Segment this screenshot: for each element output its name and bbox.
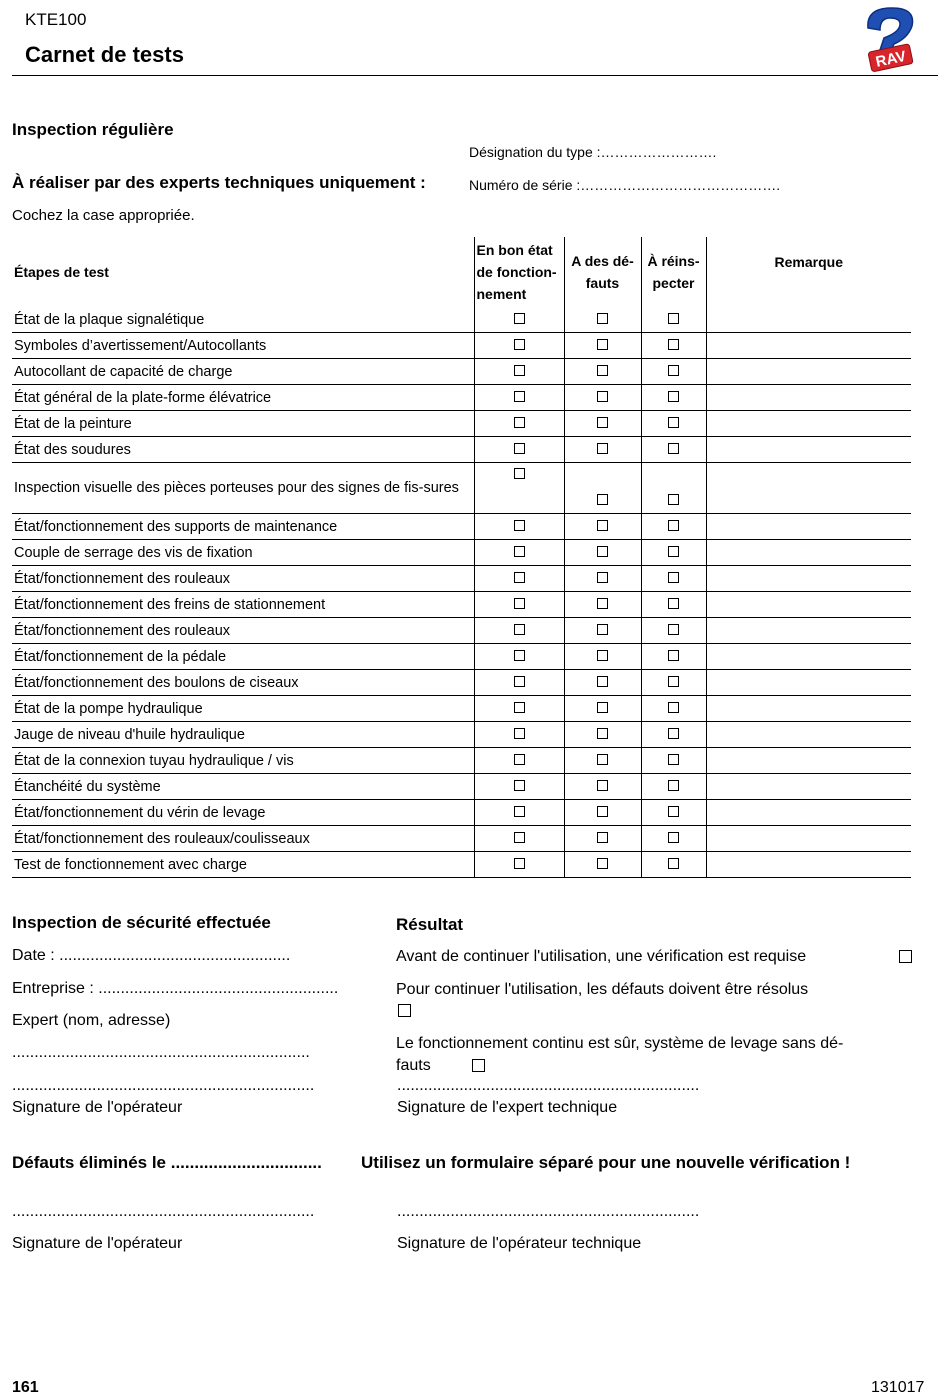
checkbox-cell-defects (564, 463, 641, 514)
test-step-label: État/fonctionnement du vérin de levage (12, 800, 474, 826)
result-checkbox-safe[interactable] (472, 1059, 485, 1072)
tick-instruction: Cochez la case appropriée. (12, 207, 195, 224)
checkbox-defects[interactable] (597, 417, 608, 428)
checkbox-cell-reinspect (641, 592, 706, 618)
checkbox-defects[interactable] (597, 391, 608, 402)
table-row (12, 307, 911, 333)
column-header-remark: Remarque (774, 254, 843, 270)
checkbox-cell-good (474, 800, 564, 826)
checkbox-defects[interactable] (597, 572, 608, 583)
table-row (12, 774, 911, 800)
checkbox-cell-reinspect (641, 333, 706, 359)
test-step-label: Étanchéité du système (12, 774, 474, 800)
test-step-label: État/fonctionnement des freins de stationnement (12, 592, 474, 618)
type-designation-field: Désignation du type :……………………. (469, 144, 717, 160)
table-row (12, 514, 911, 540)
checkbox-cell-good (474, 540, 564, 566)
test-step-label: État de la plaque signalétique (12, 307, 474, 333)
checkbox-cell-defects (564, 540, 641, 566)
result-checkbox-verification-required[interactable] (899, 950, 912, 963)
experts-only-notice: À réaliser par des experts techniques uniquement : (12, 173, 426, 192)
test-step-label: Autocollant de capacité de charge (12, 359, 474, 385)
checkbox-reinspect[interactable] (668, 391, 679, 402)
checkbox-good[interactable] (514, 650, 525, 661)
checkbox-cell-reinspect (641, 852, 706, 878)
table-row (12, 670, 911, 696)
expert-address-line-1: ................................................................... (12, 1044, 310, 1061)
checkbox-defects[interactable] (597, 754, 608, 765)
remark-cell[interactable] (706, 852, 911, 878)
checkbox-reinspect[interactable] (668, 650, 679, 661)
checkbox-reinspect[interactable] (668, 832, 679, 843)
checkbox-reinspect[interactable] (668, 417, 679, 428)
checkbox-cell-good (474, 748, 564, 774)
checkbox-cell-good (474, 774, 564, 800)
checkbox-defects[interactable] (597, 806, 608, 817)
checkbox-good[interactable] (514, 728, 525, 739)
checkbox-cell-reinspect (641, 463, 706, 514)
test-step-label: État/fonctionnement de la pédale (12, 644, 474, 670)
checkbox-cell-reinspect (641, 800, 706, 826)
checkbox-cell-good (474, 826, 564, 852)
remark-cell[interactable] (706, 463, 911, 514)
table-row (12, 722, 911, 748)
company-field: Entreprise : ...................................................... (12, 980, 339, 997)
checkbox-cell-defects (564, 670, 641, 696)
table-row (12, 385, 911, 411)
checkbox-reinspect[interactable] (668, 443, 679, 454)
checkbox-cell-defects (564, 644, 641, 670)
table-row (12, 748, 911, 774)
table-row (12, 696, 911, 722)
checkbox-cell-reinspect (641, 566, 706, 592)
test-step-label: État de la peinture (12, 411, 474, 437)
checkbox-good[interactable] (514, 365, 525, 376)
checkbox-reinspect[interactable] (668, 494, 679, 505)
checkbox-cell-good (474, 385, 564, 411)
table-row (12, 566, 911, 592)
table-row (12, 852, 911, 878)
logo-text: RAV (874, 47, 908, 71)
checkbox-defects[interactable] (597, 598, 608, 609)
table-row (12, 800, 911, 826)
operator-signature-label-2: Signature de l'opérateur (12, 1235, 183, 1252)
column-header-good: En bon état de fonction- nement (474, 237, 564, 307)
checkbox-good[interactable] (514, 832, 525, 843)
test-step-label: État des soudures (12, 437, 474, 463)
table-row (12, 359, 911, 385)
table-row (12, 592, 911, 618)
column-header-reinspect: À réins- pecter (641, 237, 706, 307)
checkbox-defects[interactable] (597, 650, 608, 661)
checkbox-cell-reinspect (641, 411, 706, 437)
checkbox-cell-reinspect (641, 826, 706, 852)
checkbox-good[interactable] (514, 858, 525, 869)
checkbox-cell-defects (564, 307, 641, 333)
table-row (12, 437, 911, 463)
checkbox-good[interactable] (514, 391, 525, 402)
checkbox-defects[interactable] (597, 443, 608, 454)
table-row (12, 644, 911, 670)
checkbox-good[interactable] (514, 624, 525, 635)
document-code: 131017 (871, 1379, 925, 1396)
remark-cell[interactable] (706, 670, 911, 696)
checkbox-cell-defects (564, 592, 641, 618)
checkbox-reinspect[interactable] (668, 520, 679, 531)
remark-cell[interactable] (706, 411, 911, 437)
checkbox-cell-defects (564, 774, 641, 800)
checkbox-reinspect[interactable] (668, 806, 679, 817)
checkbox-defects[interactable] (597, 728, 608, 739)
checkbox-good[interactable] (514, 313, 525, 324)
checkbox-cell-reinspect (641, 670, 706, 696)
checkbox-cell-good (474, 644, 564, 670)
remark-cell[interactable] (706, 307, 911, 333)
checkbox-good[interactable] (514, 572, 525, 583)
checkbox-defects[interactable] (597, 339, 608, 350)
table-row (12, 826, 911, 852)
new-form-notice: Utilisez un formulaire séparé pour une nouvelle vérification ! (361, 1153, 851, 1172)
result-option-safe-line-1: Le fonctionnement continu est sûr, système de levage sans dé- (396, 1035, 844, 1052)
regular-inspection-heading: Inspection régulière (12, 120, 174, 139)
checkbox-defects[interactable] (597, 365, 608, 376)
test-steps-table (12, 237, 911, 878)
column-header-defects: A des dé- fauts (564, 237, 641, 307)
checkbox-defects[interactable] (597, 313, 608, 324)
checkbox-reinspect[interactable] (668, 598, 679, 609)
remark-cell[interactable] (706, 800, 911, 826)
checkbox-good[interactable] (514, 754, 525, 765)
checkbox-cell-good (474, 566, 564, 592)
checkbox-cell-good (474, 592, 564, 618)
checkbox-reinspect[interactable] (668, 754, 679, 765)
checkbox-cell-reinspect (641, 437, 706, 463)
operator-signature-line: .................................................................... (12, 1077, 315, 1094)
checkbox-cell-good (474, 852, 564, 878)
remark-cell[interactable] (706, 774, 911, 800)
test-step-label: Inspection visuelle des pièces porteuses pour des signes de fis-sures (12, 463, 474, 514)
checkbox-cell-good (474, 437, 564, 463)
remark-cell[interactable] (706, 748, 911, 774)
remark-cell[interactable] (706, 566, 911, 592)
expert-signature-line: .................................................................... (397, 1077, 700, 1094)
technical-operator-signature-label: Signature de l'opérateur technique (397, 1235, 642, 1252)
table-row (12, 618, 911, 644)
checkbox-reinspect[interactable] (668, 702, 679, 713)
checkbox-cell-reinspect (641, 748, 706, 774)
table-row (12, 540, 911, 566)
checkbox-defects[interactable] (597, 832, 608, 843)
operator-signature-label: Signature de l'opérateur (12, 1099, 183, 1116)
checkbox-cell-defects (564, 800, 641, 826)
remark-cell[interactable] (706, 618, 911, 644)
test-step-label: État/fonctionnement des rouleaux (12, 618, 474, 644)
checkbox-cell-reinspect (641, 774, 706, 800)
checkbox-cell-good (474, 359, 564, 385)
technical-operator-signature-line: .................................................................... (397, 1203, 700, 1220)
checkbox-reinspect[interactable] (668, 780, 679, 791)
result-checkbox-defects-must-be-resolved[interactable] (398, 1004, 411, 1017)
rav-logo (858, 4, 920, 74)
operator-signature-line-2: .................................................................... (12, 1203, 315, 1220)
checkbox-cell-good (474, 696, 564, 722)
checkbox-cell-reinspect (641, 514, 706, 540)
date-field: Date : .................................................... (12, 947, 291, 964)
test-step-label: État de la pompe hydraulique (12, 696, 474, 722)
checkbox-cell-defects (564, 852, 641, 878)
checkbox-good[interactable] (514, 702, 525, 713)
checkbox-cell-defects (564, 333, 641, 359)
result-option-safe-line-2: fauts (396, 1057, 431, 1074)
model-name: KTE100 (25, 10, 87, 29)
checkbox-cell-defects (564, 722, 641, 748)
checkbox-cell-defects (564, 437, 641, 463)
test-step-label: Test de fonctionnement avec charge (12, 852, 474, 878)
expert-signature-label: Signature de l'expert technique (397, 1099, 618, 1116)
test-step-label: État/fonctionnement des boulons de ciseaux (12, 670, 474, 696)
checkbox-reinspect[interactable] (668, 858, 679, 869)
test-step-label: Jauge de niveau d'huile hydraulique (12, 722, 474, 748)
checkbox-defects[interactable] (597, 676, 608, 687)
checkbox-cell-good (474, 722, 564, 748)
defects-eliminated-field: Défauts éliminés le ................................ (12, 1153, 322, 1172)
checkbox-defects[interactable] (597, 858, 608, 869)
test-step-label: Symboles d’avertissement/Autocollants (12, 333, 474, 359)
remark-cell[interactable] (706, 540, 911, 566)
remark-cell[interactable] (706, 359, 911, 385)
result-option-verification-required: Avant de continuer l'utilisation, une vérification est requise (396, 948, 807, 965)
checkbox-cell-defects (564, 566, 641, 592)
checkbox-cell-good (474, 307, 564, 333)
checkbox-cell-defects (564, 618, 641, 644)
checkbox-cell-good (474, 618, 564, 644)
checkbox-reinspect[interactable] (668, 313, 679, 324)
checkbox-cell-reinspect (641, 722, 706, 748)
checkbox-cell-defects (564, 359, 641, 385)
header-divider (12, 75, 938, 76)
page-number: 161 (12, 1379, 39, 1396)
checkbox-cell-good (474, 411, 564, 437)
remark-cell[interactable] (706, 333, 911, 359)
expert-field-label: Expert (nom, adresse) (12, 1012, 171, 1029)
test-step-label: État/fonctionnement des rouleaux/coulisseaux (12, 826, 474, 852)
checkbox-reinspect[interactable] (668, 728, 679, 739)
table-row (12, 411, 911, 437)
checkbox-reinspect[interactable] (668, 339, 679, 350)
checkbox-cell-reinspect (641, 540, 706, 566)
remark-cell[interactable] (706, 385, 911, 411)
checkbox-good[interactable] (514, 676, 525, 687)
checkbox-good[interactable] (514, 468, 525, 479)
checkbox-cell-good (474, 463, 564, 514)
result-option-defects-must-be-resolved: Pour continuer l'utilisation, les défauts doivent être résolus (396, 981, 809, 998)
table-row (12, 333, 911, 359)
checkbox-good[interactable] (514, 417, 525, 428)
remark-cell[interactable] (706, 722, 911, 748)
checkbox-cell-reinspect (641, 307, 706, 333)
page-title: Carnet de tests (25, 42, 184, 67)
checkbox-cell-defects (564, 411, 641, 437)
test-step-label: Couple de serrage des vis de fixation (12, 540, 474, 566)
checkbox-good[interactable] (514, 598, 525, 609)
column-header-steps: Étapes de test (14, 264, 109, 280)
checkbox-reinspect[interactable] (668, 572, 679, 583)
checkbox-reinspect[interactable] (668, 676, 679, 687)
checkbox-cell-reinspect (641, 696, 706, 722)
checkbox-cell-good (474, 514, 564, 540)
safety-inspection-heading: Inspection de sécurité effectuée (12, 913, 271, 932)
checkbox-cell-good (474, 670, 564, 696)
checkbox-good[interactable] (514, 443, 525, 454)
checkbox-defects[interactable] (597, 624, 608, 635)
checkbox-cell-reinspect (641, 618, 706, 644)
remark-cell[interactable] (706, 696, 911, 722)
checkbox-cell-defects (564, 826, 641, 852)
table-header-row (12, 237, 911, 307)
checkbox-good[interactable] (514, 780, 525, 791)
checkbox-reinspect[interactable] (668, 365, 679, 376)
result-heading: Résultat (396, 915, 464, 934)
checkbox-cell-reinspect (641, 385, 706, 411)
checkbox-defects[interactable] (597, 546, 608, 557)
test-step-label: État de la connexion tuyau hydraulique / vis (12, 748, 474, 774)
checkbox-reinspect[interactable] (668, 546, 679, 557)
remark-cell[interactable] (706, 592, 911, 618)
test-step-label: État/fonctionnement des supports de maintenance (12, 514, 474, 540)
checkbox-good[interactable] (514, 546, 525, 557)
checkbox-cell-reinspect (641, 644, 706, 670)
table-row (12, 463, 911, 514)
checkbox-cell-good (474, 333, 564, 359)
remark-cell[interactable] (706, 644, 911, 670)
checkbox-cell-defects (564, 696, 641, 722)
checkbox-cell-reinspect (641, 359, 706, 385)
remark-cell[interactable] (706, 826, 911, 852)
serial-number-field: Numéro de série :……………………………………. (469, 177, 781, 193)
checkbox-defects[interactable] (597, 702, 608, 713)
checkbox-defects[interactable] (597, 780, 608, 791)
checkbox-defects[interactable] (597, 494, 608, 505)
remark-cell[interactable] (706, 514, 911, 540)
checkbox-reinspect[interactable] (668, 624, 679, 635)
checkbox-cell-defects (564, 748, 641, 774)
checkbox-cell-defects (564, 385, 641, 411)
test-step-label: État/fonctionnement des rouleaux (12, 566, 474, 592)
checkbox-good[interactable] (514, 520, 525, 531)
checkbox-cell-defects (564, 514, 641, 540)
remark-cell[interactable] (706, 437, 911, 463)
checkbox-defects[interactable] (597, 520, 608, 531)
checkbox-good[interactable] (514, 806, 525, 817)
checkbox-good[interactable] (514, 339, 525, 350)
test-step-label: État général de la plate-forme élévatrice (12, 385, 474, 411)
